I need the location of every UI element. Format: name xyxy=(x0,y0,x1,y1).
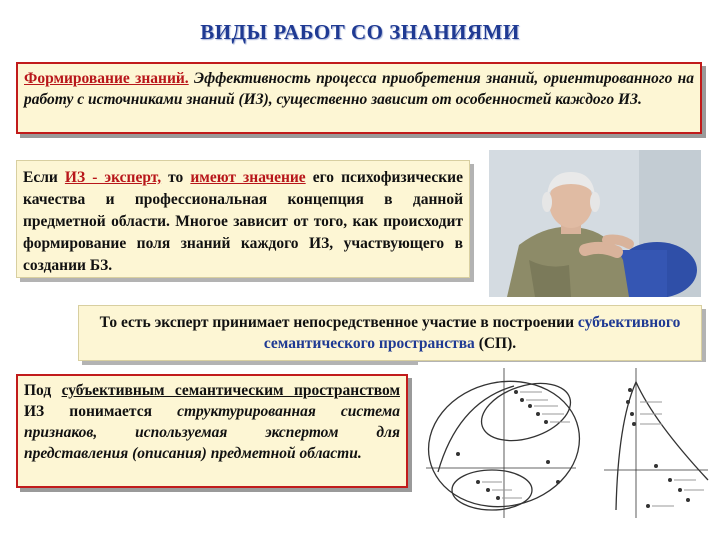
expert-source-box xyxy=(16,160,470,278)
semantic-space-text: То есть эксперт принимает непосредственное участие в построении субъективного семантического пространства (СП). xyxy=(99,314,681,352)
knowledge-formation-lead: Формирование знаний. xyxy=(24,70,189,87)
slide-title: ВИДЫ РАБОТ СО ЗНАНИЯМИ xyxy=(200,20,520,44)
semantic-space-box xyxy=(78,305,702,361)
knowledge-formation-box xyxy=(16,62,702,134)
semantic-space-diagrams xyxy=(418,362,710,522)
knowledge-formation-text: Формирование знаний. Эффективность процесса приобретения знаний, ориентированного на работу с источниками знаний (ИЗ), существенно зависит от особенностей каждого ИЗ. xyxy=(24,70,695,108)
expert-photo xyxy=(489,150,701,297)
definition-text: Под субъективным семантическим пространством ИЗ понимается структурированная система признаков, используемая экспертом для представления (описания) предметной области. xyxy=(24,382,400,462)
definition-box xyxy=(16,374,408,488)
expert-source-text: Если ИЗ - эксперт, то имеют значение его психофизические качества и профессиональная концепция в данной предметной области. Многое зависит от того, как происходит формирование поля знаний каждого ИЗ, участвующего в создании БЗ. xyxy=(23,169,463,274)
